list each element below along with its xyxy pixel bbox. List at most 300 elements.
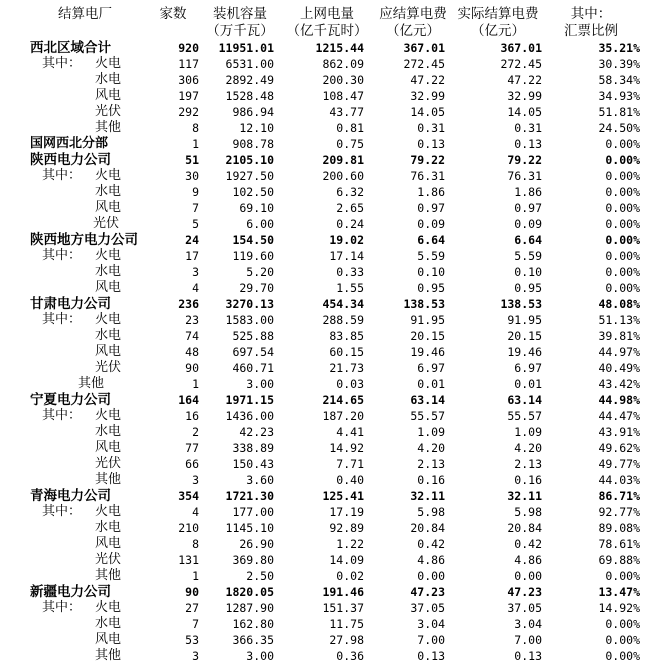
cell-act: 79.22 [507,153,542,167]
table-row [0,104,661,120]
cell-ratio: 0.00% [605,281,640,295]
cell-ratio: 40.49% [598,361,640,375]
cell-grid: 200.30 [322,73,364,87]
cell-due: 63.14 [410,393,445,407]
cell-count: 2 [192,425,199,439]
cell-act: 0.31 [514,121,542,135]
cell-count: 117 [178,57,199,71]
cell-ratio: 0.00% [605,153,640,167]
table-row [0,536,661,552]
cell-due: 14.05 [410,105,445,119]
row-label: 风电 [95,200,122,215]
table-row [0,408,661,424]
row-label: 水电 [95,328,122,343]
table-row [0,152,661,168]
row-prefix: 其中： [42,312,82,327]
cell-cap: 42.23 [239,425,274,439]
table-row [0,376,661,392]
row-prefix: 其中： [42,408,82,423]
cell-act: 0.00 [514,569,542,583]
cell-count: 306 [178,73,199,87]
cell-due: 47.23 [410,585,445,599]
row-prefix: 其中： [42,168,82,183]
cell-due: 76.31 [410,169,445,183]
cell-ratio: 13.47% [598,585,640,599]
cell-grid: 83.85 [329,329,364,343]
cell-count: 66 [185,457,199,471]
cell-count: 131 [178,553,199,567]
cell-ratio: 34.93% [598,89,640,103]
cell-count: 27 [185,601,199,615]
cell-act: 0.09 [514,217,542,231]
cell-act: 4.20 [514,441,542,455]
row-label: 光伏 [95,360,122,375]
table-header [0,4,661,42]
cell-cap: 366.35 [232,633,274,647]
cell-grid: 21.73 [329,361,364,375]
cell-ratio: 92.77% [598,505,640,519]
cell-due: 0.13 [417,649,445,663]
cell-count: 90 [185,585,199,599]
row-label: 水电 [95,72,122,87]
header-actual-fee: 实际结算电费 [457,6,539,22]
cell-cap: 3.60 [246,473,274,487]
table-row [0,520,661,536]
row-label: 光伏 [95,456,122,471]
cell-due: 0.95 [417,281,445,295]
cell-cap: 177.00 [232,505,274,519]
cell-ratio: 86.71% [598,489,640,503]
cell-cap: 1927.50 [225,169,274,183]
table-row [0,472,661,488]
cell-cap: 102.50 [232,185,274,199]
cell-count: 53 [185,633,199,647]
cell-grid: 0.81 [336,121,364,135]
cell-count: 4 [192,505,199,519]
row-label: 火电 [95,600,122,615]
cell-cap: 12.10 [239,121,274,135]
cell-act: 32.11 [507,489,542,503]
cell-act: 367.01 [500,41,542,55]
header-unit: 结算电厂 [58,6,112,22]
header-due-fee-unit: （亿元） [386,23,440,39]
header-ratio-prefix: 其中： [570,6,612,22]
cell-cap: 1583.00 [225,313,274,327]
cell-ratio: 89.08% [598,521,640,535]
cell-due: 0.42 [417,537,445,551]
cell-cap: 6531.00 [225,57,274,71]
cell-ratio: 48.08% [598,297,640,311]
cell-due: 4.20 [417,441,445,455]
cell-grid: 0.33 [336,265,364,279]
cell-grid: 288.59 [322,313,364,327]
cell-due: 6.64 [417,233,445,247]
cell-ratio: 49.77% [598,457,640,471]
header-due-fee: 应结算电费 [379,6,447,22]
cell-grid: 17.19 [329,505,364,519]
cell-count: 77 [185,441,199,455]
cell-due: 20.84 [410,521,445,535]
table-row [0,440,661,456]
cell-act: 76.31 [507,169,542,183]
cell-cap: 29.70 [239,281,274,295]
cell-act: 0.01 [514,377,542,391]
cell-count: 354 [178,489,199,503]
cell-grid: 6.32 [336,185,364,199]
cell-ratio: 0.00% [605,137,640,151]
row-label: 其他 [78,376,105,391]
row-label: 陕西电力公司 [30,152,111,168]
cell-act: 4.86 [514,553,542,567]
cell-grid: 0.02 [336,569,364,583]
table-row [0,136,661,152]
table-row [0,88,661,104]
cell-grid: 14.09 [329,553,364,567]
table-row [0,120,661,136]
table-row [0,248,661,264]
table-row [0,232,661,248]
cell-grid: 214.65 [322,393,364,407]
table-row [0,392,661,408]
cell-cap: 460.71 [232,361,274,375]
row-label: 水电 [95,520,122,535]
cell-act: 0.13 [514,649,542,663]
row-label: 火电 [95,168,122,183]
row-prefix: 其中： [42,600,82,615]
cell-grid: 4.41 [336,425,364,439]
cell-due: 32.11 [410,489,445,503]
cell-grid: 0.24 [336,217,364,231]
cell-act: 6.64 [514,233,542,247]
cell-act: 32.99 [507,89,542,103]
cell-ratio: 51.13% [598,313,640,327]
cell-cap: 697.54 [232,345,274,359]
cell-due: 5.98 [417,505,445,519]
cell-grid: 11.75 [329,617,364,631]
cell-act: 0.42 [514,537,542,551]
cell-act: 0.13 [514,137,542,151]
cell-act: 2.13 [514,457,542,471]
cell-grid: 0.75 [336,137,364,151]
table-row [0,552,661,568]
cell-count: 292 [178,105,199,119]
cell-count: 9 [192,185,199,199]
cell-count: 24 [185,233,199,247]
table-row [0,616,661,632]
cell-grid: 92.89 [329,521,364,535]
cell-ratio: 0.00% [605,633,640,647]
cell-ratio: 43.91% [598,425,640,439]
cell-act: 0.10 [514,265,542,279]
cell-ratio: 44.03% [598,473,640,487]
table-row [0,360,661,376]
cell-grid: 14.92 [329,441,364,455]
row-label: 光伏 [93,216,120,231]
cell-count: 90 [185,361,199,375]
cell-act: 37.05 [507,601,542,615]
cell-act: 47.22 [507,73,542,87]
cell-grid: 43.77 [329,105,364,119]
row-label: 国网西北分部 [30,136,109,151]
row-label: 风电 [95,344,122,359]
cell-due: 1.09 [417,425,445,439]
cell-grid: 19.02 [329,233,364,247]
cell-count: 7 [192,201,199,215]
cell-cap: 6.00 [246,217,274,231]
cell-cap: 1971.15 [225,393,274,407]
cell-act: 6.97 [514,361,542,375]
cell-cap: 154.50 [232,233,274,247]
cell-grid: 0.40 [336,473,364,487]
cell-act: 7.00 [514,633,542,647]
cell-due: 3.04 [417,617,445,631]
cell-grid: 125.41 [322,489,364,503]
table-row [0,504,661,520]
cell-ratio: 0.00% [605,233,640,247]
cell-due: 79.22 [410,153,445,167]
cell-ratio: 0.00% [605,217,640,231]
cell-cap: 2892.49 [225,73,274,87]
table-row [0,584,661,600]
cell-cap: 150.43 [232,457,274,471]
cell-due: 55.57 [410,409,445,423]
cell-count: 164 [178,393,199,407]
cell-cap: 2105.10 [225,153,274,167]
cell-cap: 3.00 [246,649,274,663]
cell-cap: 369.80 [232,553,274,567]
cell-grid: 200.60 [322,169,364,183]
cell-act: 272.45 [500,57,542,71]
cell-count: 30 [185,169,199,183]
cell-act: 1.09 [514,425,542,439]
cell-count: 210 [178,521,199,535]
table-row [0,40,661,56]
table-row [0,296,661,312]
cell-grid: 0.03 [336,377,364,391]
cell-grid: 1.55 [336,281,364,295]
table-row [0,648,661,664]
cell-due: 0.16 [417,473,445,487]
table-row [0,488,661,504]
cell-ratio: 0.00% [605,649,640,663]
cell-cap: 1820.05 [225,585,274,599]
cell-due: 0.97 [417,201,445,215]
cell-ratio: 58.34% [598,73,640,87]
row-label: 火电 [95,312,122,327]
cell-act: 63.14 [507,393,542,407]
cell-ratio: 78.61% [598,537,640,551]
cell-ratio: 0.00% [605,249,640,263]
cell-ratio: 14.92% [598,601,640,615]
cell-due: 20.15 [410,329,445,343]
cell-count: 17 [185,249,199,263]
table-row [0,184,661,200]
table-row [0,456,661,472]
row-label: 火电 [95,248,122,263]
cell-due: 47.22 [410,73,445,87]
cell-due: 0.31 [417,121,445,135]
cell-ratio: 44.97% [598,345,640,359]
table-row [0,168,661,184]
cell-ratio: 0.00% [605,617,640,631]
cell-count: 920 [178,41,199,55]
row-label: 水电 [95,616,122,631]
cell-act: 91.95 [507,313,542,327]
cell-ratio: 0.00% [605,169,640,183]
cell-due: 4.86 [417,553,445,567]
cell-grid: 17.14 [329,249,364,263]
cell-due: 367.01 [403,41,445,55]
table-row [0,312,661,328]
table-row [0,632,661,648]
cell-due: 5.59 [417,249,445,263]
cell-ratio: 24.50% [598,121,640,135]
cell-due: 138.53 [403,297,445,311]
cell-ratio: 39.81% [598,329,640,343]
cell-due: 91.95 [410,313,445,327]
cell-count: 48 [185,345,199,359]
cell-count: 4 [192,281,199,295]
cell-count: 74 [185,329,199,343]
cell-grid: 1215.44 [315,41,364,55]
cell-count: 23 [185,313,199,327]
row-label: 风电 [95,440,122,455]
cell-due: 32.99 [410,89,445,103]
cell-act: 0.16 [514,473,542,487]
row-label: 光伏 [95,552,122,567]
row-label: 火电 [95,504,122,519]
cell-cap: 525.88 [232,329,274,343]
row-label: 新疆电力公司 [30,584,111,600]
cell-count: 1 [192,569,199,583]
cell-act: 0.95 [514,281,542,295]
cell-count: 3 [192,473,199,487]
cell-cap: 3270.13 [225,297,274,311]
cell-act: 1.86 [514,185,542,199]
cell-act: 55.57 [507,409,542,423]
cell-due: 7.00 [417,633,445,647]
cell-cap: 69.10 [239,201,274,215]
cell-due: 0.10 [417,265,445,279]
row-label: 其他 [95,648,122,663]
cell-ratio: 43.42% [598,377,640,391]
row-label: 甘肃电力公司 [30,296,111,312]
cell-cap: 986.94 [232,105,274,119]
cell-count: 236 [178,297,199,311]
cell-due: 2.13 [417,457,445,471]
cell-grid: 151.37 [322,601,364,615]
cell-ratio: 30.39% [598,57,640,71]
cell-due: 272.45 [403,57,445,71]
table-row [0,200,661,216]
cell-grid: 60.15 [329,345,364,359]
header-grid-energy-unit: （亿千瓦时） [286,23,368,39]
cell-act: 0.97 [514,201,542,215]
row-label: 风电 [95,280,122,295]
cell-act: 20.15 [507,329,542,343]
cell-due: 19.46 [410,345,445,359]
cell-ratio: 0.00% [605,569,640,583]
cell-grid: 108.47 [322,89,364,103]
table-body [0,40,661,664]
cell-count: 16 [185,409,199,423]
cell-cap: 1721.30 [225,489,274,503]
cell-count: 8 [192,537,199,551]
table-row [0,424,661,440]
cell-ratio: 0.00% [605,185,640,199]
cell-cap: 2.50 [246,569,274,583]
row-label: 青海电力公司 [30,488,111,504]
cell-grid: 191.46 [322,585,364,599]
row-label: 水电 [95,424,122,439]
cell-ratio: 0.00% [605,201,640,215]
row-label: 宁夏电力公司 [30,392,111,408]
row-label: 水电 [95,264,122,279]
cell-grid: 862.09 [322,57,364,71]
row-label: 光伏 [95,104,122,119]
row-label: 风电 [95,88,122,103]
cell-act: 14.05 [507,105,542,119]
table-row [0,264,661,280]
header-actual-fee-unit: （亿元） [471,23,525,39]
header-ratio: 汇票比例 [564,23,618,39]
cell-cap: 3.00 [246,377,274,391]
header-count: 家数 [159,6,187,22]
table-row [0,280,661,296]
cell-cap: 162.80 [232,617,274,631]
cell-count: 8 [192,121,199,135]
cell-cap: 338.89 [232,441,274,455]
cell-grid: 1.22 [336,537,364,551]
cell-due: 1.86 [417,185,445,199]
cell-cap: 1145.10 [225,521,274,535]
cell-count: 1 [192,137,199,151]
cell-cap: 119.60 [232,249,274,263]
table-row [0,216,661,232]
cell-cap: 11951.01 [218,41,274,55]
cell-grid: 2.65 [336,201,364,215]
cell-due: 37.05 [410,601,445,615]
row-label: 西北区域合计 [30,40,111,56]
cell-ratio: 69.88% [598,553,640,567]
row-label: 火电 [95,56,122,71]
cell-count: 1 [192,377,199,391]
cell-cap: 26.90 [239,537,274,551]
cell-due: 0.13 [417,137,445,151]
row-prefix: 其中： [42,248,82,263]
cell-ratio: 35.21% [598,41,640,55]
cell-act: 5.59 [514,249,542,263]
cell-count: 3 [192,649,199,663]
cell-act: 3.04 [514,617,542,631]
cell-count: 5 [192,217,199,231]
table-row [0,568,661,584]
table-row [0,600,661,616]
row-prefix: 其中： [42,504,82,519]
cell-due: 6.97 [417,361,445,375]
cell-ratio: 44.47% [598,409,640,423]
row-label: 其他 [95,472,122,487]
cell-ratio: 44.98% [598,393,640,407]
cell-ratio: 49.62% [598,441,640,455]
row-label: 陕西地方电力公司 [30,232,138,248]
header-capacity: 装机容量 [213,6,267,22]
row-label: 风电 [95,632,122,647]
cell-count: 197 [178,89,199,103]
table-row [0,72,661,88]
table-row [0,56,661,72]
cell-grid: 7.71 [336,457,364,471]
